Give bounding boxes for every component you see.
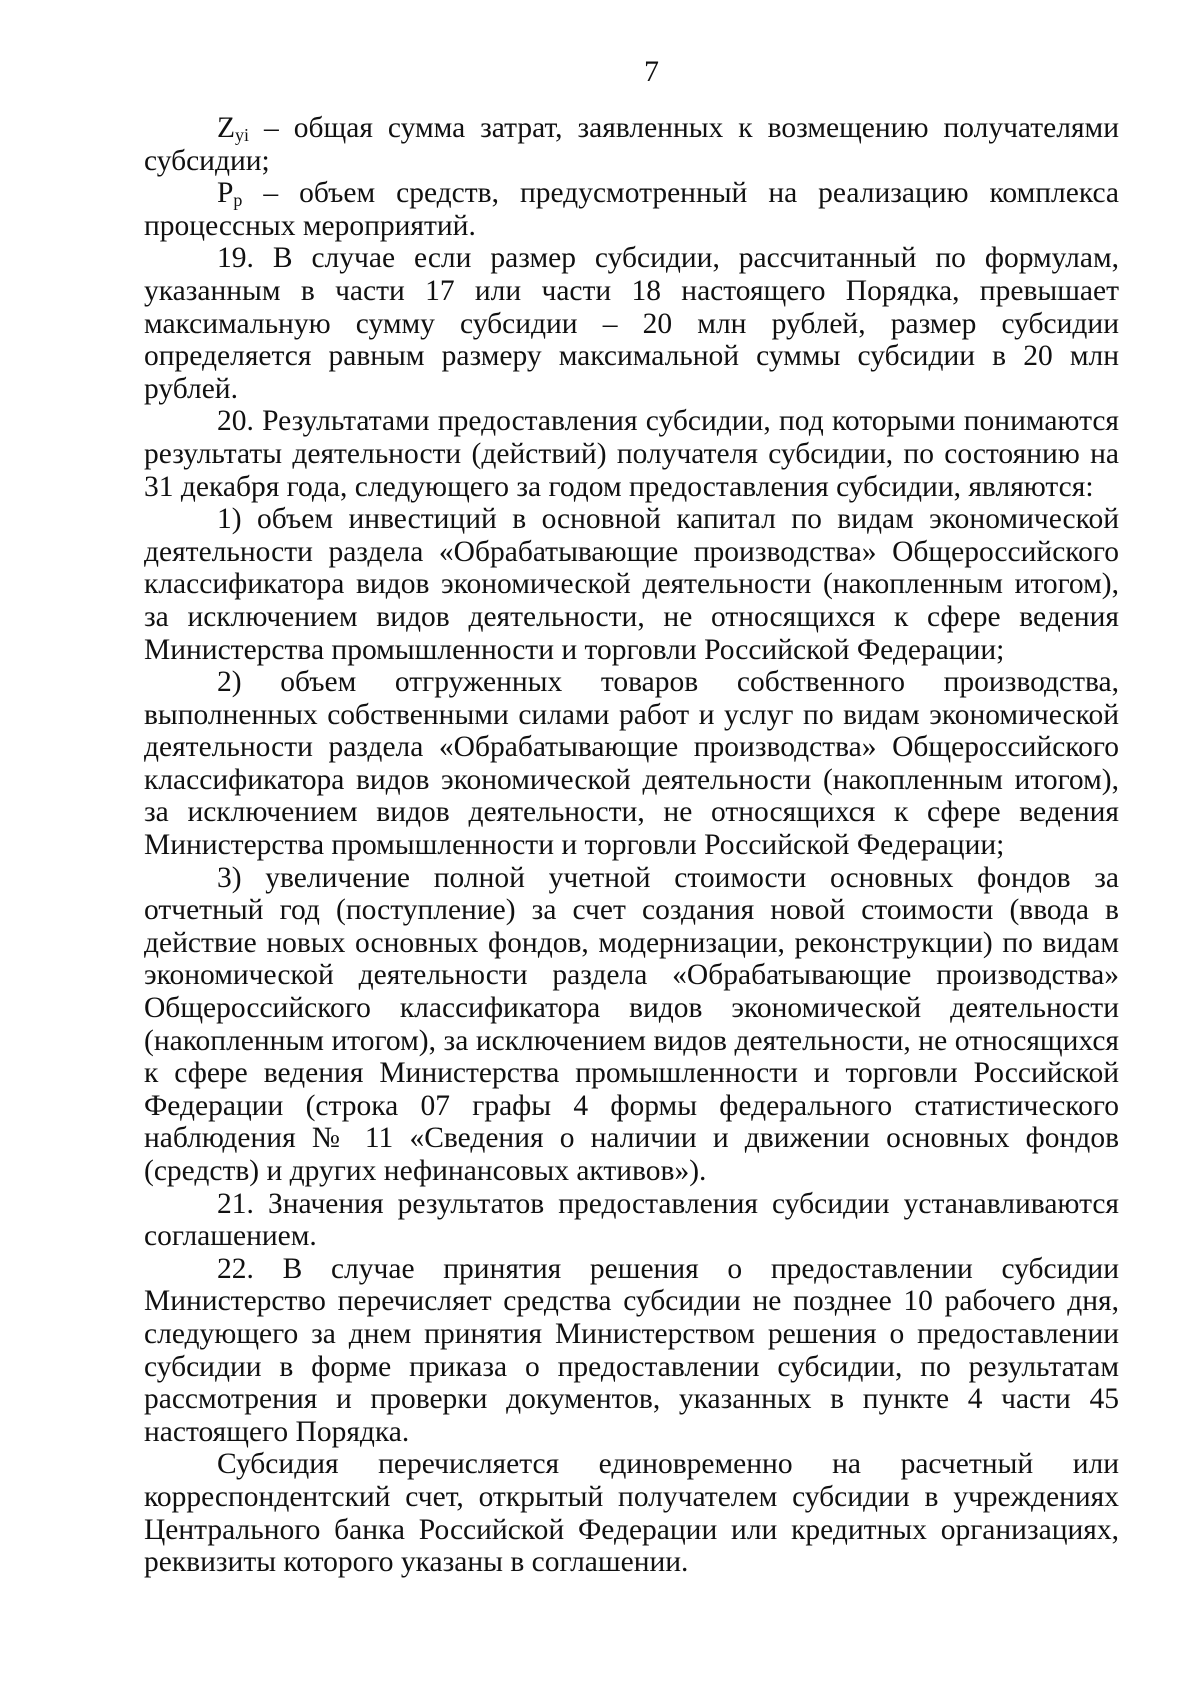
paragraph-20-item-2: 2) объем отгруженных товаров собственного производства, выполненных собственными силами работ и услуг по видам экономической деятельности раздела «Обрабатывающие производства» Общероссийского классификатора видов экономической деятельности (накопленным итогом), за исключением видов деятельности, не относящихся к сфере ведения Министерства промышленности и торговли Российской Федерации; bbox=[144, 666, 1119, 862]
paragraph-22: 22. В случае принятия решения о предоставлении субсидии Министерство перечисляет средства субсидии не позднее 10 рабочего дня, следующего за днем принятия Министерством решения о предоставлении субсидии в форме приказа о предоставлении субсидии, по результатам рассмотрения и проверки документов, указанных в пункте 4 части 45 настоящего Порядка. bbox=[144, 1252, 1119, 1448]
paragraph-22-transfer: Субсидия перечисляется единовременно на расчетный или корреспондентский счет, открытый получателем субсидии в учреждениях Центрального банка Российской Федерации или кредитных организациях, реквизиты которого указаны в соглашении. bbox=[144, 1448, 1119, 1579]
definition-p bbox=[144, 177, 1119, 242]
symbol-z-subscript: yi bbox=[235, 125, 250, 145]
paragraph-21: 21. Значения результатов предоставления субсидии устанавливаются соглашением. bbox=[144, 1187, 1119, 1253]
document-page bbox=[144, 52, 1119, 1579]
symbol-p-subscript: p bbox=[233, 190, 243, 211]
symbol-p: P bbox=[217, 177, 234, 210]
page-number: 7 bbox=[644, 55, 659, 88]
definition-z bbox=[144, 112, 1119, 177]
paragraph-20: 20. Результатами предоставления субсидии, под которыми понимаются результаты деятельности (действий) получателя субсидии, по состоянию на 31 декабря года, следующего за годом предоставления субсидии, являются: bbox=[144, 405, 1119, 503]
symbol-z: Z bbox=[217, 112, 236, 144]
paragraph-20-item-1: 1) объем инвестиций в основной капитал по видам экономической деятельности раздела «Обрабатывающие производства» Общероссийского классификатора видов экономической деятельности (накопленным итогом), за исключением видов деятельности, не относящихся к сфере ведения Министерства промышленности и торговли Российской Федерации; bbox=[144, 503, 1119, 666]
definition-z-text: – общая сумма затрат, заявленных к возмещению получателями субсидии; bbox=[144, 112, 1119, 177]
paragraph-20-item-3: 3) увеличение полной учетной стоимости основных фондов за отчетный год (поступление) за счет создания новой стоимости (ввода в действие новых основных фондов, модернизации, реконструкции) по видам экономической деятельности раздела «Обрабатывающие производства» Общероссийского классификатора видов экономической деятельности (накопленным итогом), за исключением видов деятельности, не относящихся к сфере ведения Министерства промышленности и торговли Российской Федерации (строка 07 графы 4 формы федерального статистического наблюдения № 11 «Сведения о наличии и движении основных фондов (средств) и других нефинансовых активов»). bbox=[144, 861, 1119, 1187]
definition-p-text: – объем средств, предусмотренный на реализацию комплекса процессных мероприятий. bbox=[144, 177, 1119, 242]
paragraph-19: 19. В случае если размер субсидии, рассчитанный по формулам, указанным в части 17 или части 18 настоящего Порядка, превышает максимальную сумму субсидии – 20 млн рублей, размер субсидии определяется равным размеру максимальной суммы субсидии в 20 млн рублей. bbox=[144, 242, 1119, 405]
